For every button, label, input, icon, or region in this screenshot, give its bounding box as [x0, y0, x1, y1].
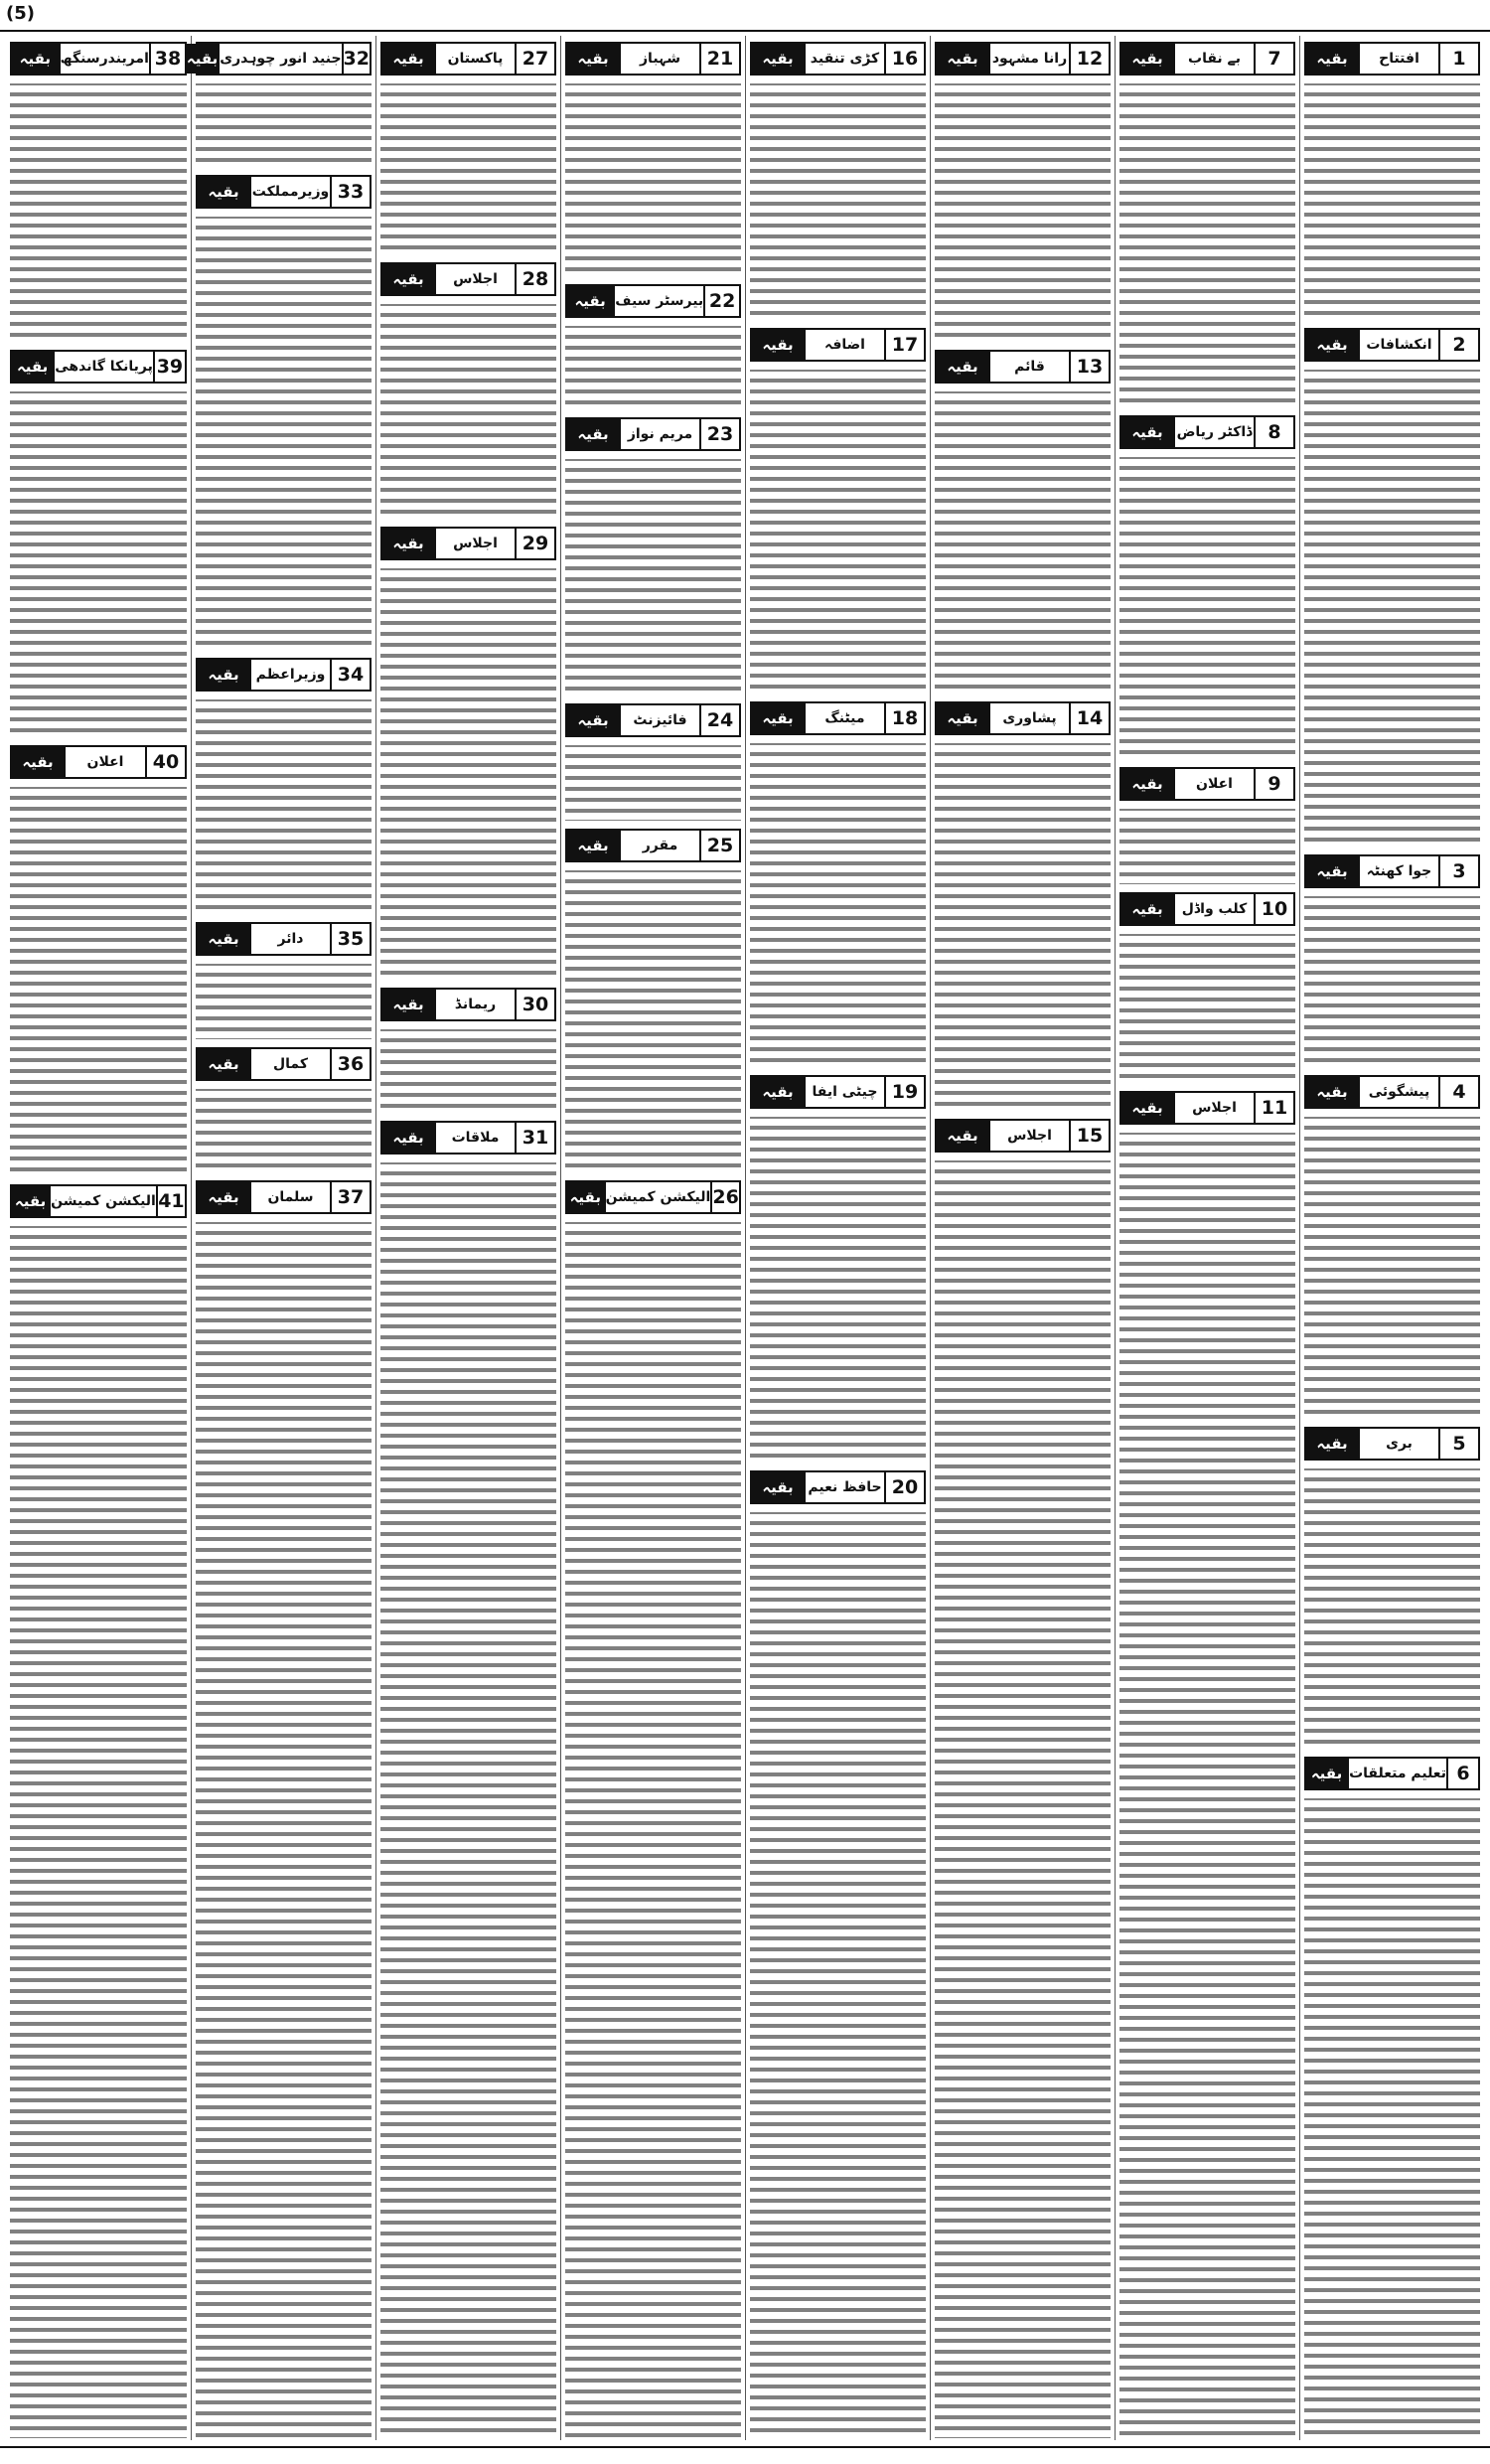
continuation-tag: بقیہ	[752, 703, 804, 733]
continuation-number: 24	[699, 705, 739, 735]
continuation-title: اعلان	[1173, 769, 1254, 799]
continuation-number: 34	[330, 660, 370, 690]
article-text	[10, 389, 187, 739]
article-text	[750, 741, 926, 1069]
continuation-tag: بقیہ	[198, 660, 249, 690]
continuation-number: 41	[156, 1186, 185, 1216]
continuation-title: بیرسٹر سیف	[613, 286, 703, 316]
continuation-tag: بقیہ	[12, 1186, 49, 1216]
continuation-title: پاکستان	[434, 44, 515, 74]
continuation-tag: بقیہ	[1121, 1093, 1173, 1123]
continuation-title: شہباز	[619, 44, 699, 74]
continuation-title: تعلیم متعلقات	[1347, 1759, 1446, 1788]
article-text	[10, 785, 187, 1178]
continuation-number: 18	[884, 703, 924, 733]
continuation-header	[750, 1075, 926, 1109]
continuation-header	[565, 417, 741, 451]
continuation-number: 22	[703, 286, 739, 316]
continuation-title: جوا کھنٹہ	[1358, 856, 1438, 886]
continuation-header	[196, 1180, 372, 1214]
continuation-tag: بقیہ	[1306, 1429, 1358, 1459]
continuation-header	[1304, 1427, 1480, 1461]
article-text	[1304, 1796, 1480, 2440]
continuation-tag: بقیہ	[1121, 44, 1173, 74]
continuation-tag: بقیہ	[1121, 417, 1173, 447]
article-text	[380, 1160, 556, 2440]
continuation-header	[935, 1119, 1111, 1153]
continuation-tag: بقیہ	[567, 705, 619, 735]
continuation-title: اضافہ	[804, 330, 884, 360]
continuation-header	[380, 988, 556, 1021]
continuation-tag: بقیہ	[198, 1182, 249, 1212]
continuation-tag: بقیہ	[1306, 44, 1358, 74]
continuation-title: اعلان	[64, 747, 145, 777]
continuation-header	[1119, 415, 1295, 449]
continuation-number: 5	[1438, 1429, 1478, 1459]
continuation-tag: بقیہ	[1306, 856, 1358, 886]
article-text	[196, 962, 372, 1041]
continuation-number: 23	[699, 419, 739, 449]
continuation-number: 30	[515, 990, 554, 1019]
continuation-header	[565, 42, 741, 76]
continuation-tag: بقیہ	[12, 747, 64, 777]
article-text	[1304, 894, 1480, 1069]
article-text	[1119, 81, 1295, 409]
continuation-title: مقرر	[619, 831, 699, 860]
continuation-number: 28	[515, 264, 554, 294]
article-text	[565, 324, 741, 411]
continuation-header	[10, 745, 187, 779]
news-column	[186, 36, 375, 2440]
continuation-header	[1119, 767, 1295, 801]
news-column	[745, 36, 930, 2440]
continuation-number: 7	[1254, 44, 1293, 74]
continuation-header	[380, 1121, 556, 1155]
continuation-title: اجلاس	[988, 1121, 1069, 1151]
continuation-title: پیشگوئی	[1358, 1077, 1438, 1107]
continuation-tag: بقیہ	[567, 1182, 604, 1212]
continuation-tag: بقیہ	[1121, 894, 1173, 924]
continuation-header	[750, 42, 926, 76]
continuation-header	[750, 328, 926, 362]
article-text	[10, 1224, 187, 2440]
article-text	[1119, 932, 1295, 1085]
continuation-number: 10	[1254, 894, 1293, 924]
news-column	[560, 36, 745, 2440]
continuation-tag: بقیہ	[937, 44, 988, 74]
continuation-title: میٹنگ	[804, 703, 884, 733]
article-text	[196, 697, 372, 916]
continuation-header	[565, 1180, 741, 1214]
continuation-header	[935, 42, 1111, 76]
news-column	[6, 36, 191, 2440]
article-text	[935, 389, 1111, 695]
continuation-number: 27	[515, 44, 554, 74]
continuation-tag: بقیہ	[198, 177, 249, 207]
continuation-header	[186, 42, 372, 76]
article-text	[565, 1220, 741, 2440]
continuation-tag: بقیہ	[752, 1077, 804, 1107]
article-text	[750, 1510, 926, 2440]
continuation-header	[196, 922, 372, 956]
continuation-number: 9	[1254, 769, 1293, 799]
continuation-header	[1304, 42, 1480, 76]
continuation-title: جنید انور چوہدری	[218, 44, 341, 74]
continuation-title: پشاوری	[988, 703, 1069, 733]
continuation-number: 37	[330, 1182, 370, 1212]
continuation-header	[1119, 892, 1295, 926]
continuation-number: 39	[153, 352, 185, 382]
article-text	[565, 457, 741, 697]
news-column	[1299, 36, 1484, 2440]
continuation-tag: بقیہ	[567, 44, 619, 74]
continuation-header	[935, 701, 1111, 735]
news-column	[375, 36, 560, 2440]
continuation-tag: بقیہ	[752, 44, 804, 74]
article-text	[196, 81, 372, 169]
continuation-tag: بقیہ	[12, 44, 59, 74]
article-text	[380, 302, 556, 521]
continuation-title: وزیراعظم	[249, 660, 330, 690]
continuation-number: 26	[710, 1182, 739, 1212]
continuation-number: 38	[149, 44, 185, 74]
continuation-header	[935, 350, 1111, 384]
continuation-title: کلب واڈل	[1173, 894, 1254, 924]
continuation-number: 40	[145, 747, 185, 777]
continuation-tag: بقیہ	[937, 352, 988, 382]
continuation-number: 31	[515, 1123, 554, 1153]
continuation-title: ریمانڈ	[434, 990, 515, 1019]
continuation-tag: بقیہ	[567, 286, 613, 316]
continuation-tag: بقیہ	[12, 352, 53, 382]
article-text	[565, 868, 741, 1174]
continuation-number: 35	[330, 924, 370, 954]
article-text	[1119, 455, 1295, 761]
article-text	[1304, 1466, 1480, 1751]
continuation-title: الیکشن کمیشن	[604, 1182, 711, 1212]
continuation-title: بری	[1358, 1429, 1438, 1459]
continuation-header	[565, 829, 741, 862]
continuation-number: 25	[699, 831, 739, 860]
news-column	[930, 36, 1115, 2440]
continuation-number: 14	[1069, 703, 1109, 733]
continuation-header	[10, 42, 187, 76]
continuation-title: اجلاس	[434, 529, 515, 558]
continuation-title: رانا مشہود	[988, 44, 1069, 74]
continuation-header	[750, 1470, 926, 1504]
continuation-number: 21	[699, 44, 739, 74]
continuation-number: 17	[884, 330, 924, 360]
continuation-header	[1304, 1757, 1480, 1790]
newspaper-columns	[6, 36, 1484, 2440]
continuation-header	[1304, 854, 1480, 888]
continuation-number: 11	[1254, 1093, 1293, 1123]
news-column	[1115, 36, 1299, 2440]
bottom-rule	[0, 2446, 1490, 2448]
article-text	[196, 215, 372, 652]
article-text	[935, 741, 1111, 1113]
continuation-tag: بقیہ	[187, 44, 218, 74]
continuation-number: 1	[1438, 44, 1478, 74]
article-text	[935, 1158, 1111, 2440]
continuation-title: پریانکا گاندھی	[53, 352, 153, 382]
continuation-tag: بقیہ	[382, 529, 434, 558]
continuation-title: افتتاح	[1358, 44, 1438, 74]
continuation-header	[1304, 1075, 1480, 1109]
continuation-tag: بقیہ	[752, 330, 804, 360]
continuation-title: وزیرمملکت	[249, 177, 330, 207]
continuation-number: 29	[515, 529, 554, 558]
continuation-tag: بقیہ	[198, 1049, 249, 1079]
continuation-title: ڈاکٹر ریاض	[1173, 417, 1254, 447]
continuation-number: 16	[884, 44, 924, 74]
continuation-header	[196, 1047, 372, 1081]
continuation-header	[196, 175, 372, 209]
article-text	[1304, 81, 1480, 322]
top-rule	[0, 30, 1490, 32]
continuation-number: 8	[1254, 417, 1293, 447]
continuation-tag: بقیہ	[567, 831, 619, 860]
article-text	[565, 743, 741, 823]
continuation-tag: بقیہ	[567, 419, 619, 449]
continuation-title: فائیزنٹ	[619, 705, 699, 735]
continuation-tag: بقیہ	[1306, 1759, 1347, 1788]
continuation-title: کڑی تنقید	[804, 44, 884, 74]
continuation-title: امریندرسنگھ	[59, 44, 149, 74]
continuation-number: 36	[330, 1049, 370, 1079]
continuation-tag: بقیہ	[382, 990, 434, 1019]
continuation-title: انکشافات	[1358, 330, 1438, 360]
continuation-number: 15	[1069, 1121, 1109, 1151]
continuation-header	[380, 527, 556, 560]
continuation-title: بے نقاب	[1173, 44, 1254, 74]
article-text	[935, 81, 1111, 344]
continuation-number: 6	[1446, 1759, 1478, 1788]
continuation-tag: بقیہ	[382, 264, 434, 294]
continuation-tag: بقیہ	[1121, 769, 1173, 799]
continuation-tag: بقیہ	[382, 44, 434, 74]
article-text	[196, 1220, 372, 2440]
continuation-header	[10, 350, 187, 384]
continuation-title: اجلاس	[434, 264, 515, 294]
article-text	[1119, 807, 1295, 886]
continuation-tag: بقیہ	[937, 703, 988, 733]
continuation-tag: بقیہ	[198, 924, 249, 954]
article-text	[750, 81, 926, 322]
article-text	[196, 1087, 372, 1174]
article-text	[380, 1027, 556, 1115]
continuation-number: 13	[1069, 352, 1109, 382]
continuation-number: 4	[1438, 1077, 1478, 1107]
continuation-header	[10, 1184, 187, 1218]
article-text	[10, 81, 187, 344]
continuation-title: چیٹی ایفا	[804, 1077, 884, 1107]
continuation-number: 19	[884, 1077, 924, 1107]
continuation-number: 32	[342, 44, 370, 74]
continuation-title: سلمان	[249, 1182, 330, 1212]
article-text	[1304, 368, 1480, 848]
continuation-title: الیکشن کمیشن	[49, 1186, 156, 1216]
continuation-tag: بقیہ	[752, 1472, 804, 1502]
continuation-header	[1119, 1091, 1295, 1125]
continuation-number: 12	[1069, 44, 1109, 74]
continuation-title: اجلاس	[1173, 1093, 1254, 1123]
continuation-header	[380, 262, 556, 296]
continuation-tag: بقیہ	[1306, 330, 1358, 360]
continuation-number: 3	[1438, 856, 1478, 886]
continuation-tag: بقیہ	[382, 1123, 434, 1153]
continuation-title: ملاقات	[434, 1123, 515, 1153]
continuation-tag: بقیہ	[937, 1121, 988, 1151]
article-text	[750, 368, 926, 695]
continuation-header	[1119, 42, 1295, 76]
continuation-number: 2	[1438, 330, 1478, 360]
article-text	[380, 81, 556, 256]
continuation-title: مریم نواز	[619, 419, 699, 449]
continuation-header	[750, 701, 926, 735]
article-text	[750, 1115, 926, 1464]
continuation-number: 33	[330, 177, 370, 207]
page-number: (5)	[6, 3, 35, 24]
continuation-tag: بقیہ	[1306, 1077, 1358, 1107]
continuation-title: دائر	[249, 924, 330, 954]
continuation-number: 20	[884, 1472, 924, 1502]
continuation-header	[565, 284, 741, 318]
continuation-header	[1304, 328, 1480, 362]
continuation-header	[565, 703, 741, 737]
continuation-header	[196, 658, 372, 692]
article-text	[565, 81, 741, 278]
article-text	[1119, 1131, 1295, 2440]
article-text	[380, 566, 556, 982]
article-text	[1304, 1115, 1480, 1421]
continuation-title: حافظ نعیم	[804, 1472, 884, 1502]
continuation-header	[380, 42, 556, 76]
continuation-title: قائم	[988, 352, 1069, 382]
continuation-title: کمال	[249, 1049, 330, 1079]
